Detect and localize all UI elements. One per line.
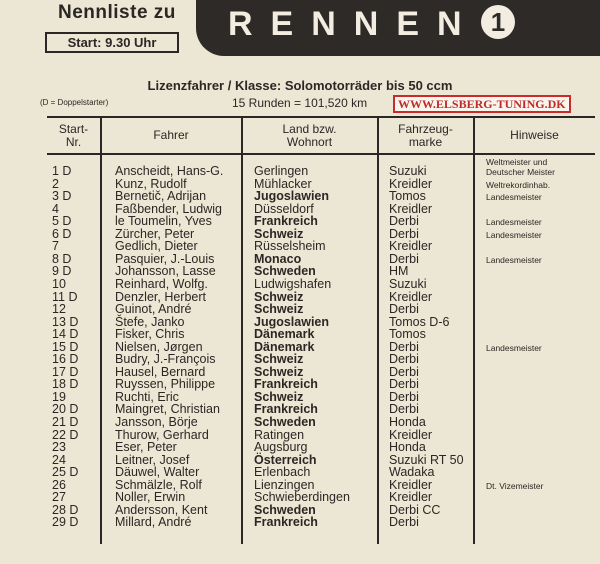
column-divider	[241, 117, 243, 544]
driver-origin: Schwieberdingen	[254, 490, 350, 505]
driver-name: Maingret, Christian	[115, 402, 220, 417]
remark: Landesmeister	[486, 229, 542, 240]
driver-name: Millard, André	[115, 515, 192, 530]
start-number: 6 D	[52, 226, 72, 241]
vehicle-make: Derbi	[389, 515, 419, 530]
vehicle-make: Kreidler	[389, 427, 433, 442]
column-header-nr	[47, 118, 100, 153]
driver-origin: Düsseldorf	[254, 201, 314, 216]
driver-name: Kunz, Rudolf	[115, 176, 187, 191]
vehicle-make: Derbi CC	[389, 502, 441, 517]
vehicle-make: Suzuki	[389, 164, 427, 178]
driver-origin: Erlenbach	[254, 465, 311, 480]
driver-origin: Schweden	[254, 264, 316, 279]
column-header-hinweise	[474, 118, 595, 153]
vehicle-make: Derbi	[389, 226, 419, 241]
start-number: 29 D	[52, 515, 79, 530]
vehicle-make: Tomos D-6	[389, 314, 450, 329]
driver-name: Guinot, André	[115, 302, 192, 317]
start-number: 14 D	[52, 327, 79, 342]
race-distance: 15 Runden = 101,520 km	[232, 96, 368, 110]
driver-origin: Dänemark	[254, 327, 315, 342]
remark: Landesmeister	[486, 342, 542, 353]
race-number-badge: 1	[481, 5, 515, 39]
driver-name: Andersson, Kent	[115, 502, 208, 517]
vehicle-make: Derbi	[389, 402, 419, 417]
start-number: 18 D	[52, 377, 79, 392]
driver-origin: Schweiz	[254, 389, 304, 404]
start-number: 25 D	[52, 465, 79, 480]
driver-origin: Schweiz	[254, 226, 304, 241]
driver-origin: Schweden	[254, 415, 316, 429]
driver-origin: Schweiz	[254, 302, 304, 317]
driver-origin: Österreich	[254, 452, 317, 467]
driver-name: Eser, Peter	[115, 440, 177, 455]
column-header-nr-line1: Start-	[58, 121, 89, 136]
start-time-box: Start: 9.30 Uhr	[45, 32, 179, 53]
start-number: 13 D	[52, 314, 79, 329]
driver-name: Thurow, Gerhard	[115, 427, 209, 442]
start-number: 2	[52, 176, 59, 191]
driver-origin: Frankreich	[254, 402, 318, 417]
driver-origin: Augsburg	[254, 440, 308, 455]
driver-name: Noller, Erwin	[115, 490, 186, 505]
race-banner-title: RENNEN	[228, 5, 480, 43]
driver-name: Bernetič, Adrijan	[115, 189, 207, 204]
vehicle-make: Derbi	[389, 364, 419, 379]
column-header-marke-line2: marke	[408, 134, 443, 149]
vehicle-make: Kreidler	[389, 176, 433, 191]
start-number: 22 D	[52, 427, 79, 442]
driver-origin: Schweiz	[254, 352, 304, 367]
driver-name: Däuwel, Walter	[115, 465, 200, 480]
start-number: 24	[52, 452, 66, 467]
vehicle-make: HM	[389, 264, 409, 279]
start-number: 3 D	[52, 189, 72, 204]
driver-name: Reinhard, Wolfg.	[115, 276, 208, 291]
driver-origin: Schweden	[254, 502, 316, 517]
driver-origin: Ludwigshafen	[254, 276, 332, 291]
remark: Dt. Vizemeister	[486, 480, 544, 491]
vehicle-make: Kreidler	[389, 490, 433, 505]
column-header-marke-line1: Fahrzeug-	[398, 121, 453, 136]
start-number: 4	[52, 201, 59, 216]
driver-name: Fisker, Chris	[115, 327, 185, 342]
vehicle-make: Derbi	[389, 251, 419, 266]
start-number: 28 D	[52, 502, 79, 517]
start-number: 1 D	[52, 164, 72, 178]
vehicle-make: Derbi	[389, 389, 419, 404]
doppelstarter-note: (D = Doppelstarter)	[40, 98, 109, 107]
driver-origin: Lienzingen	[254, 477, 315, 492]
column-header-ort	[242, 118, 377, 153]
remark: Landesmeister	[486, 192, 542, 203]
column-header-nr-line2: Nr.	[65, 134, 82, 149]
vehicle-make: Tomos	[389, 189, 426, 204]
driver-name: Johansson, Lasse	[115, 264, 216, 279]
start-number: 19	[52, 389, 66, 404]
column-divider	[377, 117, 379, 544]
column-header-hinweise-label: Hinweise	[510, 128, 559, 142]
remark: Landesmeister	[486, 254, 542, 265]
driver-origin: Schweiz	[254, 364, 304, 379]
vehicle-make: Honda	[389, 415, 426, 429]
vehicle-make: Derbi	[389, 302, 419, 317]
driver-name: Nielsen, Jørgen	[115, 339, 203, 354]
driver-name: Leitner, Josef	[115, 452, 190, 467]
vehicle-make: Honda	[389, 440, 426, 455]
class-heading: Lizenzfahrer / Klasse: Solomotorräder bis 50 ccm	[147, 78, 453, 93]
driver-origin: Frankreich	[254, 214, 318, 229]
table-header-rule	[47, 153, 595, 155]
driver-name: Hausel, Bernard	[115, 364, 206, 379]
driver-origin: Frankreich	[254, 377, 318, 392]
vehicle-make: Derbi	[389, 352, 419, 367]
driver-name: Jansson, Börje	[115, 415, 198, 429]
driver-origin: Gerlingen	[254, 164, 309, 178]
vehicle-make: Derbi	[389, 377, 419, 392]
start-number: 5 D	[52, 214, 72, 229]
start-number: 23	[52, 440, 66, 455]
driver-origin: Rüsselsheim	[254, 239, 326, 254]
driver-origin: Dänemark	[254, 339, 315, 354]
vehicle-make: Kreidler	[389, 477, 433, 492]
driver-name: Denzler, Herbert	[115, 289, 207, 304]
column-header-fahrer-label: Fahrer	[153, 128, 189, 142]
driver-name: Schmälzle, Rolf	[115, 477, 202, 492]
start-number: 20 D	[52, 402, 79, 417]
watermark-url: WWW.ELSBERG-TUNING.DK	[393, 95, 571, 113]
start-number: 8 D	[52, 251, 72, 266]
driver-name: Ruchti, Eric	[115, 389, 179, 404]
start-number: 17 D	[52, 364, 79, 379]
driver-name: le Toumelin, Yves	[115, 214, 212, 229]
driver-name: Anscheidt, Hans-G.	[115, 164, 224, 178]
driver-name: Gedlich, Dieter	[115, 239, 198, 254]
vehicle-make: Kreidler	[389, 201, 433, 216]
driver-origin: Schweiz	[254, 289, 304, 304]
driver-name: Ruyssen, Philippe	[115, 377, 216, 392]
start-number: 26	[52, 477, 66, 492]
start-number: 12	[52, 302, 66, 317]
driver-name: Štefe, Janko	[115, 314, 185, 329]
driver-origin: Monaco	[254, 251, 302, 266]
start-number: 9 D	[52, 264, 72, 279]
vehicle-make: Suzuki RT 50	[389, 452, 464, 467]
driver-origin: Jugoslawien	[254, 314, 330, 329]
start-number: 16 D	[52, 352, 79, 367]
column-divider	[100, 117, 102, 544]
column-header-marke	[378, 118, 473, 153]
column-header-ort-line1: Land bzw.	[282, 121, 337, 136]
driver-origin: Ratingen	[254, 427, 305, 442]
remark: Landesmeister	[486, 217, 542, 228]
vehicle-make: Suzuki	[389, 276, 427, 291]
start-number: 21 D	[52, 415, 79, 429]
start-number: 15 D	[52, 339, 79, 354]
vehicle-make: Tomos	[389, 327, 426, 342]
list-title: Nennliste zu	[58, 2, 176, 23]
driver-origin: Jugoslawien	[254, 189, 330, 204]
vehicle-make: Kreidler	[389, 239, 433, 254]
start-number: 27	[52, 490, 66, 505]
vehicle-make: Wadaka	[389, 465, 435, 480]
driver-origin: Frankreich	[254, 515, 318, 530]
start-number: 11 D	[52, 289, 78, 304]
vehicle-make: Kreidler	[389, 289, 433, 304]
driver-name: Zürcher, Peter	[115, 226, 195, 241]
driver-origin: Mühlacker	[254, 176, 312, 191]
driver-name: Pasquier, J.-Louis	[115, 251, 215, 266]
driver-name: Faßbender, Ludwig	[115, 201, 223, 216]
vehicle-make: Derbi	[389, 339, 419, 354]
remark: Weltmeister und Deutscher Meister	[486, 157, 555, 177]
column-divider	[473, 117, 475, 544]
column-header-ort-line2: Wohnort	[286, 134, 333, 149]
vehicle-make: Derbi	[389, 214, 419, 229]
start-number: 7	[52, 239, 59, 254]
driver-name: Budry, J.-François	[115, 352, 216, 367]
start-number: 10	[52, 276, 66, 291]
column-header-fahrer	[101, 118, 241, 153]
remark: Weltrekordinhab.	[486, 179, 551, 190]
